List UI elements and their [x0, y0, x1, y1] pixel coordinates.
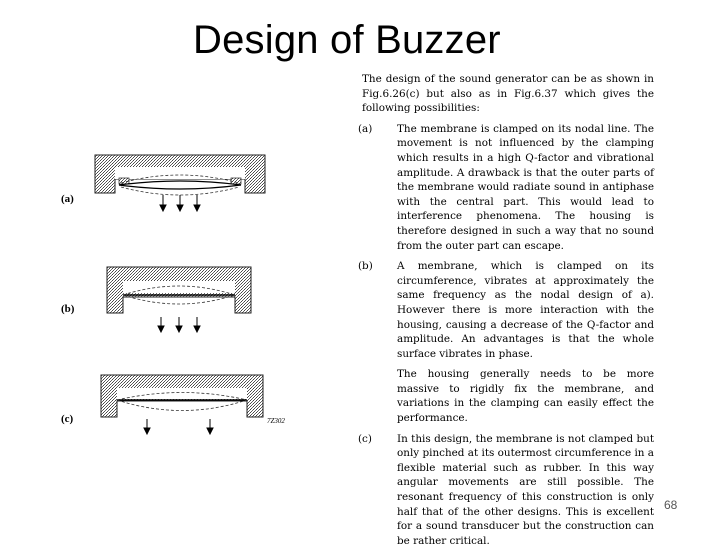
slide-title: Design of Buzzer [193, 18, 501, 62]
buzzer-diagram [55, 145, 290, 445]
item-b-label: (b) [358, 260, 373, 273]
item-a [358, 122, 654, 253]
panel-b-housing [107, 267, 251, 313]
item-b-text-continued: The housing generally needs to be more massive to rigidly fix the membrane, and variations in the clamping can easily effect the performance. [397, 368, 654, 425]
item-c [358, 432, 654, 549]
panel-c-sound-arrows [144, 419, 213, 434]
figure-code: 7Z302 [267, 417, 285, 425]
panel-a-sound-arrows [160, 195, 200, 211]
item-b [358, 259, 654, 426]
buzzer-figure [55, 145, 290, 445]
panel-label-a: (a) [61, 193, 74, 205]
panel-b-sound-arrows [158, 317, 200, 332]
panel-label-c: (c) [61, 413, 74, 425]
panel-label-b: (b) [61, 303, 75, 315]
item-a-label: (a) [358, 122, 373, 135]
item-c-label: (c) [358, 432, 372, 445]
intro-paragraph: The design of the sound generator can be as shown in Fig.6.26(c) but also as in Fig.6.37 which gives the following possibilities: [362, 73, 654, 115]
item-b-text: A membrane, which is clamped on its circumference, vibrates at approximately the same frequency as the nodal design of a). However there is more interaction with the housing, causing a decrease of the Q-factor and amplitude. An advantages is that the whole surface vibrates in phase. [397, 260, 654, 360]
page-number: 68 [664, 498, 678, 512]
item-c-text: In this design, the membrane is not clamped but only pinched at its outermost circumference in a flexible material such as rubber. In this way angular movements are still possible. The resonant frequency of this construction is only half that of the other designs. This is excellent for a sound transducer but the construction can be rather critical. [397, 432, 654, 547]
panel-a-housing [95, 155, 265, 193]
document-text [358, 72, 654, 554]
item-a-text: The membrane is clamped on its nodal line. The movement is not influenced by the clamping which results in a high Q-factor and vibrational amplitude. A drawback is that the outer parts of the membrane would radiate sound in antiphase with the central part. This would lead to interference phenomena. The housing is therefore designed in such a way that no sound from the outer part can escape. [397, 122, 654, 252]
